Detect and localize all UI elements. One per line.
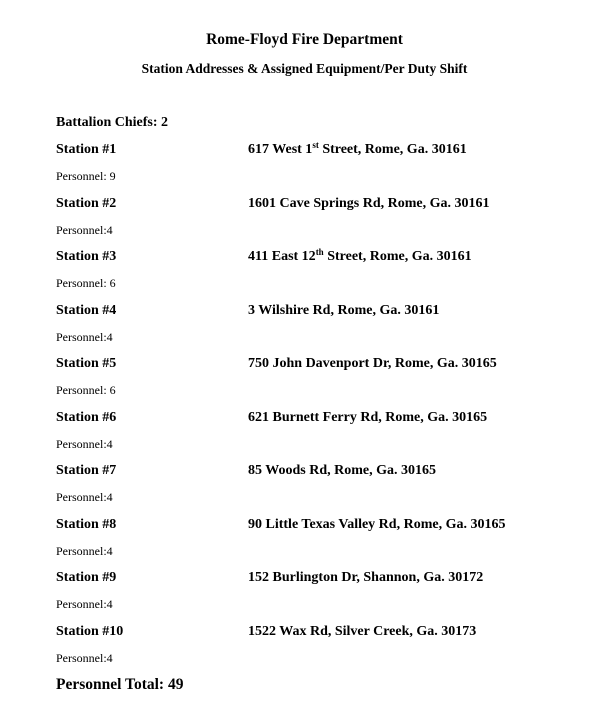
station-entry <box>56 141 596 195</box>
station-personnel: Personnel:4 <box>56 650 113 665</box>
station-name: Station #10 <box>56 623 124 639</box>
station-personnel: Personnel:4 <box>56 490 113 504</box>
station-entry <box>56 302 596 356</box>
station-address: 152 Burlington Dr, Shannon, Ga. 30172 <box>248 570 484 585</box>
station-name: Station #6 <box>56 409 117 425</box>
station-entry <box>56 462 596 516</box>
station-entry <box>56 195 596 249</box>
station-list <box>56 141 596 676</box>
station-entry <box>56 569 596 623</box>
station-name: Station #7 <box>56 463 117 478</box>
station-entry <box>56 516 596 570</box>
station-personnel: Personnel:4 <box>56 597 113 611</box>
station-personnel: Personnel:4 <box>56 222 113 237</box>
station-address: 750 John Davenport Dr, Rome, Ga. 30165 <box>248 356 497 371</box>
station-name: Station #5 <box>56 356 117 371</box>
station-entry <box>56 409 596 463</box>
station-name: Station #3 <box>56 249 117 264</box>
station-address: 90 Little Texas Valley Rd, Rome, Ga. 30165 <box>248 516 506 532</box>
station-address: 3 Wilshire Rd, Rome, Ga. 30161 <box>248 302 440 318</box>
station-name: Station #9 <box>56 570 117 585</box>
station-address: 621 Burnett Ferry Rd, Rome, Ga. 30165 <box>248 409 488 425</box>
station-personnel: Personnel:4 <box>56 436 113 451</box>
battalion-chiefs-count: Battalion Chiefs: 2 <box>56 115 168 130</box>
station-entry <box>56 248 596 302</box>
station-personnel: Personnel:4 <box>56 329 113 344</box>
document-subtitle: Station Addresses & Assigned Equipment/Per Duty Shift <box>141 61 468 76</box>
document-title: Rome-Floyd Fire Department <box>206 31 403 48</box>
station-address: 1601 Cave Springs Rd, Rome, Ga. 30161 <box>248 195 490 211</box>
station-name: Station #8 <box>56 516 117 532</box>
station-entry <box>56 355 596 409</box>
station-name: Station #2 <box>56 195 117 211</box>
station-personnel: Personnel: 6 <box>56 276 116 290</box>
station-personnel: Personnel: 6 <box>56 383 116 397</box>
station-entry <box>56 623 596 677</box>
station-address: 1522 Wax Rd, Silver Creek, Ga. 30173 <box>248 623 477 639</box>
station-address: 85 Woods Rd, Rome, Ga. 30165 <box>248 463 436 478</box>
personnel-total: Personnel Total: 49 <box>56 676 184 693</box>
station-name: Station #4 <box>56 302 117 318</box>
station-personnel: Personnel: 9 <box>56 169 116 183</box>
station-address: 617 West 1st Street, Rome, Ga. 30161 <box>248 140 467 157</box>
station-name: Station #1 <box>56 142 117 157</box>
station-address: 411 East 12th Street, Rome, Ga. 30161 <box>248 247 472 264</box>
station-personnel: Personnel:4 <box>56 543 113 558</box>
